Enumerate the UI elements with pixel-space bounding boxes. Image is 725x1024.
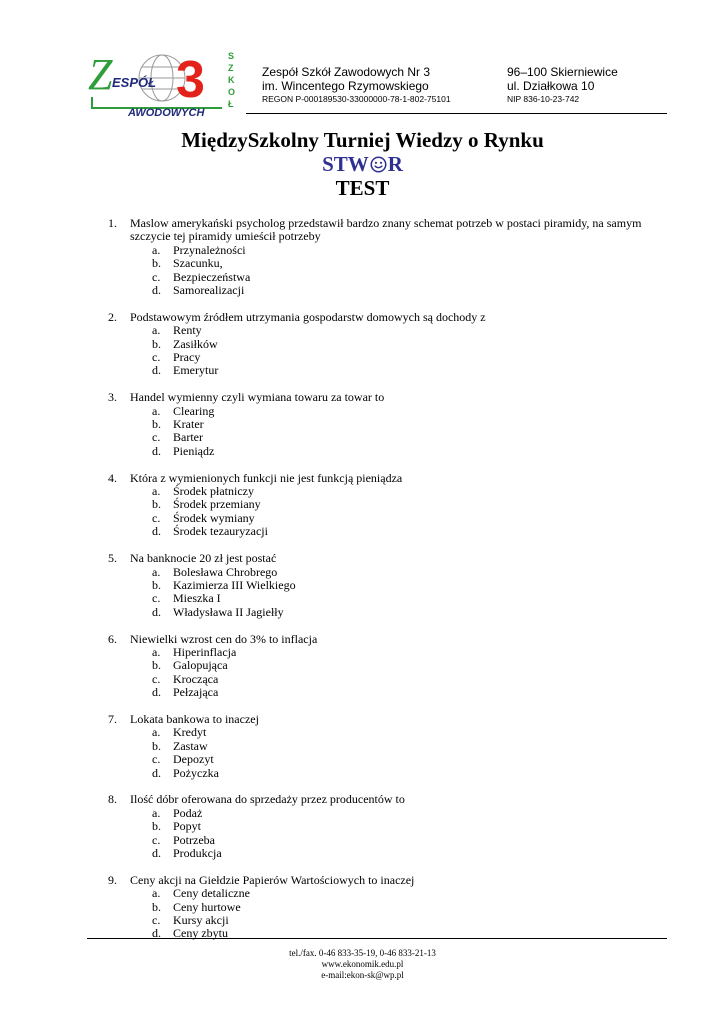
answer-letter: c. [152, 832, 161, 847]
document-test-label: TEST [335, 176, 390, 200]
answer-text: Bezpieczeństwa [173, 269, 251, 284]
question-item [108, 552, 678, 619]
answer-option [152, 834, 678, 847]
answer-option [152, 579, 678, 592]
answer-text: Bolesława Chrobrego [173, 564, 278, 579]
question-item [108, 311, 678, 378]
answer-option [152, 566, 678, 579]
question-item [108, 874, 678, 941]
answer-text: Ceny zbytu [173, 926, 228, 941]
question-text: Maslow amerykański psycholog przedstawił bardzo znany schemat potrzeb w postaci piramidy, na samym szczycie tej piramidy umieścił potrzeby [130, 216, 642, 244]
answer-text: Zasiłków [173, 336, 218, 351]
answer-options [108, 324, 678, 378]
smiley-icon [370, 156, 387, 173]
answer-option [152, 847, 678, 860]
answer-letter: c. [152, 269, 161, 284]
answer-text: Pełzająca [173, 685, 219, 700]
answer-text: Ceny detaliczne [173, 886, 250, 901]
answer-text: Depozyt [173, 752, 214, 767]
answer-letter: c. [152, 510, 161, 525]
svg-text:Ł: Ł [228, 99, 234, 109]
question-item [108, 793, 678, 860]
answer-options [108, 485, 678, 539]
svg-text:Z: Z [228, 63, 234, 73]
answer-options [108, 405, 678, 459]
answer-option [152, 740, 678, 753]
answer-text: Przynależności [173, 242, 246, 257]
question-number: 3. [108, 390, 117, 405]
svg-text:K: K [228, 75, 235, 85]
header-divider [246, 113, 667, 114]
answer-text: Barter [173, 430, 203, 445]
answer-letter: c. [152, 591, 161, 606]
document-title: MiędzySzkolny Turniej Wiedzy o Rynku [181, 128, 544, 152]
question-text: Ceny akcji na Giełdzie Papierów Wartościowych to inaczej [130, 872, 415, 887]
answer-option [152, 820, 678, 833]
question-item [108, 713, 678, 780]
answer-letter: d. [152, 443, 161, 458]
answer-text: Renty [173, 323, 202, 338]
answer-text: Krater [173, 417, 204, 432]
school-name: Zespół Szkół Zawodowych Nr 3 [262, 65, 431, 79]
answer-letter: a. [152, 242, 161, 257]
footer-website[interactable]: www.ekonomik.edu.pl [321, 959, 404, 969]
answer-option [152, 498, 678, 511]
answer-option [152, 686, 678, 699]
answer-option [152, 324, 678, 337]
answer-option [152, 485, 678, 498]
answer-letter: a. [152, 805, 161, 820]
answer-option [152, 525, 678, 538]
answer-letter: d. [152, 363, 161, 378]
question-list [108, 217, 678, 954]
answer-letter: d. [152, 685, 161, 700]
answer-option [152, 244, 678, 257]
answer-letter: b. [152, 417, 161, 432]
question-number: 1. [108, 216, 117, 230]
answer-letter: a. [152, 725, 161, 740]
answer-letter: c. [152, 752, 161, 767]
answer-option [152, 901, 678, 914]
question-number: 6. [108, 631, 117, 646]
question-text: Ilość dóbr oferowana do sprzedaży przez producentów to [130, 792, 405, 807]
school-regon: REGON P-000189530-33000000-78-1-802-75101 [262, 94, 451, 104]
question-text: Handel wymienny czyli wymiana towaru za towar to [130, 390, 385, 405]
answer-text: Władysława II Jagiełły [173, 604, 284, 619]
answer-option [152, 726, 678, 739]
answer-option [152, 351, 678, 364]
answer-text: Pieniądz [173, 443, 215, 458]
question-text: Niewielki wzrost cen do 3% to inflacja [130, 631, 318, 646]
answer-letter: d. [152, 845, 161, 860]
answer-letter: b. [152, 577, 161, 592]
answer-letter: d. [152, 283, 161, 298]
answer-letter: b. [152, 819, 161, 834]
svg-text:S: S [228, 51, 235, 61]
answer-text: Szacunku, [173, 256, 223, 271]
answer-option [152, 257, 678, 270]
answer-letter: a. [152, 564, 161, 579]
answer-text: Clearing [173, 403, 215, 418]
question-item [108, 217, 678, 297]
answer-letter: b. [152, 256, 161, 271]
school-city: 96–100 Skierniewice [507, 65, 618, 79]
answer-text: Kursy akcji [173, 913, 229, 927]
document-header [82, 45, 667, 117]
answer-text: Środek przemiany [173, 497, 261, 512]
answer-text: Kazimierza III Wielkiego [173, 577, 296, 592]
answer-option [152, 646, 678, 659]
answer-options [108, 887, 678, 941]
question-number: 9. [108, 872, 117, 887]
footer-divider [87, 938, 667, 939]
answer-text: Środek tezauryzacji [173, 524, 268, 539]
question-text: Na banknocie 20 zł jest postać [130, 551, 277, 566]
question-number: 7. [108, 711, 117, 726]
answer-letter: a. [152, 323, 161, 338]
answer-option [152, 673, 678, 686]
answer-text: Pracy [173, 350, 201, 365]
answer-options [108, 807, 678, 861]
answer-letter: c. [152, 350, 161, 365]
answer-option [152, 606, 678, 619]
svg-text:O: O [228, 87, 236, 97]
subtitle-part-2: R [387, 152, 403, 176]
answer-text: Galopująca [173, 658, 228, 673]
answer-text: Krocząca [173, 671, 219, 686]
question-text: Podstawowym źródłem utrzymania gospodarstw domowych są dochody z [130, 309, 486, 324]
answer-text: Środek płatniczy [173, 484, 254, 499]
answer-text: Samorealizacji [173, 283, 245, 298]
answer-option [152, 284, 678, 297]
answer-text: Emerytur [173, 363, 219, 378]
question-number: 2. [108, 309, 117, 324]
answer-options [108, 726, 678, 780]
answer-text: Popyt [173, 819, 202, 834]
answer-options [108, 566, 678, 620]
answer-letter: d. [152, 524, 161, 539]
answer-letter: d. [152, 604, 161, 619]
answer-letter: d. [152, 765, 161, 780]
answer-letter: a. [152, 644, 161, 659]
answer-option [152, 887, 678, 900]
school-patron: im. Wincentego Rzymowskiego [262, 79, 429, 93]
answer-text: Hiperinflacja [173, 644, 237, 659]
question-text: Która z wymienionych funkcji nie jest funkcją pieniądza [130, 470, 403, 485]
document-subtitle [0, 152, 725, 177]
answer-letter: a. [152, 484, 161, 499]
answer-letter: c. [152, 913, 161, 927]
answer-options [108, 646, 678, 700]
answer-letter: c. [152, 671, 161, 686]
question-number: 4. [108, 470, 117, 485]
answer-option [152, 418, 678, 431]
school-logo [82, 45, 242, 117]
question-number: 8. [108, 792, 117, 807]
answer-text: Mieszka I [173, 591, 221, 606]
answer-option [152, 807, 678, 820]
school-street: ul. Działkowa 10 [507, 79, 595, 93]
answer-option [152, 767, 678, 780]
question-item [108, 472, 678, 539]
logo-digit-three: 3 [176, 51, 205, 109]
answer-options [108, 244, 678, 298]
subtitle-part-1: STW [322, 152, 369, 176]
logo-word-szkol [228, 51, 235, 109]
answer-letter: a. [152, 403, 161, 418]
answer-option [152, 512, 678, 525]
answer-letter: c. [152, 430, 161, 445]
answer-text: Produkcja [173, 845, 222, 860]
question-item [108, 391, 678, 458]
answer-text: Pożyczka [173, 765, 219, 780]
answer-text: Potrzeba [173, 832, 215, 847]
answer-letter: b. [152, 738, 161, 753]
answer-option [152, 659, 678, 672]
answer-letter: b. [152, 497, 161, 512]
answer-option [152, 914, 678, 927]
answer-letter: b. [152, 336, 161, 351]
answer-option [152, 364, 678, 377]
answer-option [152, 338, 678, 351]
answer-letter: b. [152, 899, 161, 914]
logo-word-espol: ESPÓŁ [112, 75, 157, 90]
answer-text: Kredyt [173, 725, 207, 740]
answer-text: Środek wymiany [173, 510, 255, 525]
question-text: Lokata bankowa to inaczej [130, 711, 259, 726]
answer-letter: b. [152, 658, 161, 673]
school-nip: NIP 836-10-23-742 [507, 94, 580, 104]
answer-text: Podaż [173, 805, 203, 820]
footer-email[interactable]: e-mail:ekon-sk@wp.pl [321, 970, 404, 980]
answer-option [152, 405, 678, 418]
answer-text: Ceny hurtowe [173, 899, 241, 914]
answer-option [152, 271, 678, 284]
logo-letter-z: Z [88, 50, 113, 99]
answer-option [152, 431, 678, 444]
logo-word-awodowych: AWODOWYCH [128, 107, 205, 117]
question-number: 5. [108, 551, 117, 566]
footer-phone: tel./fax. 0-46 833-35-19, 0-46 833-21-13 [289, 948, 436, 958]
answer-option [152, 445, 678, 458]
answer-option [152, 592, 678, 605]
answer-option [152, 753, 678, 766]
answer-letter: d. [152, 926, 161, 941]
answer-text: Zastaw [173, 738, 208, 753]
question-item [108, 633, 678, 700]
answer-letter: a. [152, 886, 161, 901]
